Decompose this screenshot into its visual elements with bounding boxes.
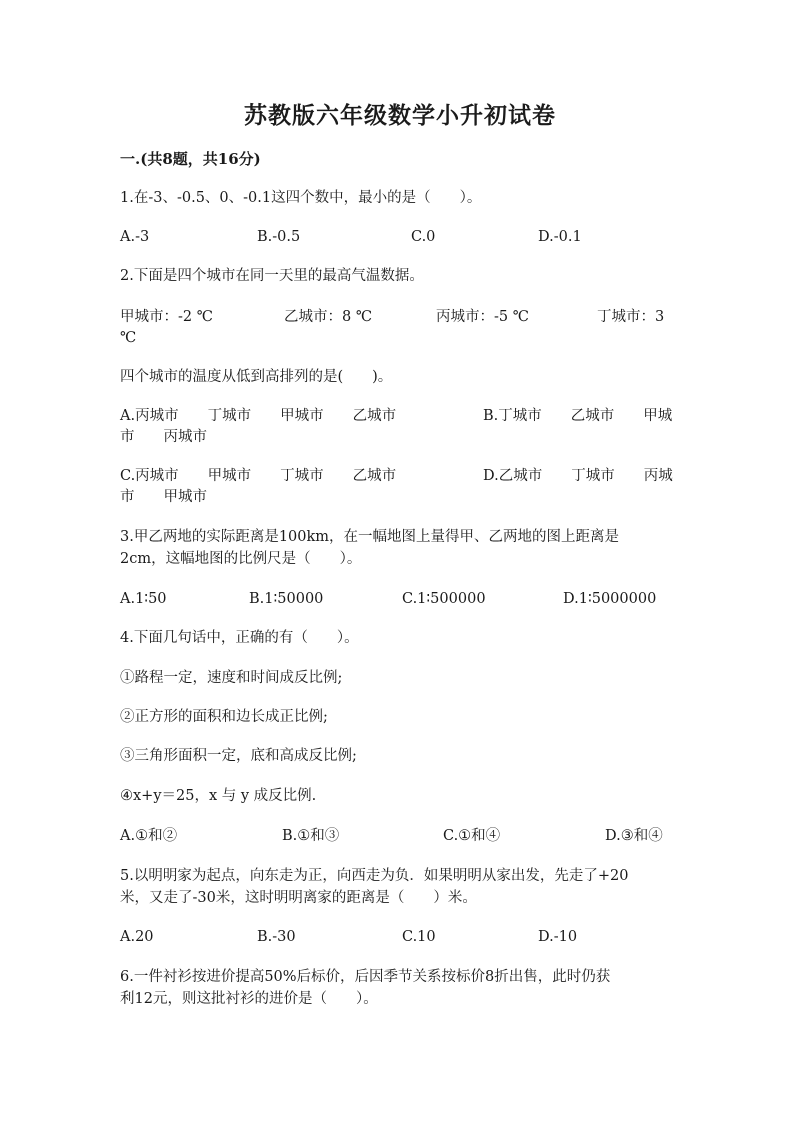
q2-option-b-line2: 市 丙城市 xyxy=(120,429,207,445)
q1-option-c: C.0 xyxy=(411,229,436,245)
q1-option-a: A.-3 xyxy=(120,229,150,245)
q5-option-a: A.20 xyxy=(120,929,154,945)
q2-data-wrap: ℃ xyxy=(120,330,137,346)
question-4-stem: 4.下面几句话中，正确的有（ ）。 xyxy=(120,630,359,646)
q1-option-d: D.-0.1 xyxy=(538,229,582,245)
q3-option-b: B.1∶50000 xyxy=(249,591,324,607)
q5-option-b: B.-30 xyxy=(257,929,296,945)
q4-statement-2: ②正方形的面积和边长成正比例; xyxy=(120,709,328,725)
question-2-stem: 2.下面是四个城市在同一天里的最高气温数据。 xyxy=(120,268,424,284)
q5-option-c: C.10 xyxy=(402,929,436,945)
question-3-stem-line2: 2cm，这幅地图的比例尺是（ ）。 xyxy=(120,551,362,567)
question-6-stem-line1: 6.一件衬衫按进价提高50%后标价，后因季节关系按标价8折出售，此时仍获 xyxy=(120,969,611,985)
q2-data-ding: 丁城市：3 xyxy=(597,309,665,325)
q2-option-d-line2: 市 甲城市 xyxy=(120,489,207,505)
q3-option-c: C.1∶500000 xyxy=(402,591,486,607)
q4-option-d: D.③和④ xyxy=(605,828,663,844)
question-2-prompt: 四个城市的温度从低到高排列的是( )。 xyxy=(120,369,393,385)
q4-statement-1: ①路程一定，速度和时间成反比例; xyxy=(120,670,343,686)
q4-statement-3: ③三角形面积一定，底和高成反比例; xyxy=(120,748,357,764)
question-1-stem: 1.在-3、-0.5、0、-0.1这四个数中，最小的是（ ）。 xyxy=(120,190,482,206)
q4-option-c: C.①和④ xyxy=(443,828,501,844)
q2-data-bing: 丙城市：-5 ℃ xyxy=(436,309,529,325)
q2-option-b-line1: B.丁城市 乙城市 甲城 xyxy=(483,408,673,424)
q2-option-d-line1: D.乙城市 丁城市 丙城 xyxy=(483,468,673,484)
question-6-stem-line2: 利12元，则这批衬衫的进价是（ ）。 xyxy=(120,991,378,1007)
q4-option-b: B.①和③ xyxy=(282,828,340,844)
q4-option-a: A.①和② xyxy=(120,828,178,844)
q1-option-b: B.-0.5 xyxy=(257,229,301,245)
q5-option-d: D.-10 xyxy=(538,929,578,945)
q2-option-c: C.丙城市 甲城市 丁城市 乙城市 xyxy=(120,468,397,484)
question-3-stem-line1: 3.甲乙两地的实际距离是100km，在一幅地图上量得甲、乙两地的图上距离是 xyxy=(120,529,620,545)
q2-data-yi: 乙城市：8 ℃ xyxy=(284,309,373,325)
q2-option-a: A.丙城市 丁城市 甲城市 乙城市 xyxy=(120,408,397,424)
question-5-stem-line2: 米，又走了-30米，这时明明离家的距离是（ ）米。 xyxy=(120,890,477,906)
q2-data-jia: 甲城市：-2 ℃ xyxy=(120,309,213,325)
q3-option-a: A.1∶50 xyxy=(120,591,167,607)
q4-statement-4: ④x+y＝25，x 与 y 成反比例. xyxy=(120,788,317,804)
section-heading: 一.(共8题，共16分) xyxy=(120,150,261,168)
q3-option-d: D.1∶5000000 xyxy=(563,591,657,607)
page-title: 苏教版六年级数学小升初试卷 xyxy=(244,102,556,129)
question-5-stem-line1: 5.以明明家为起点，向东走为正，向西走为负．如果明明从家出发，先走了+20 xyxy=(120,868,629,884)
